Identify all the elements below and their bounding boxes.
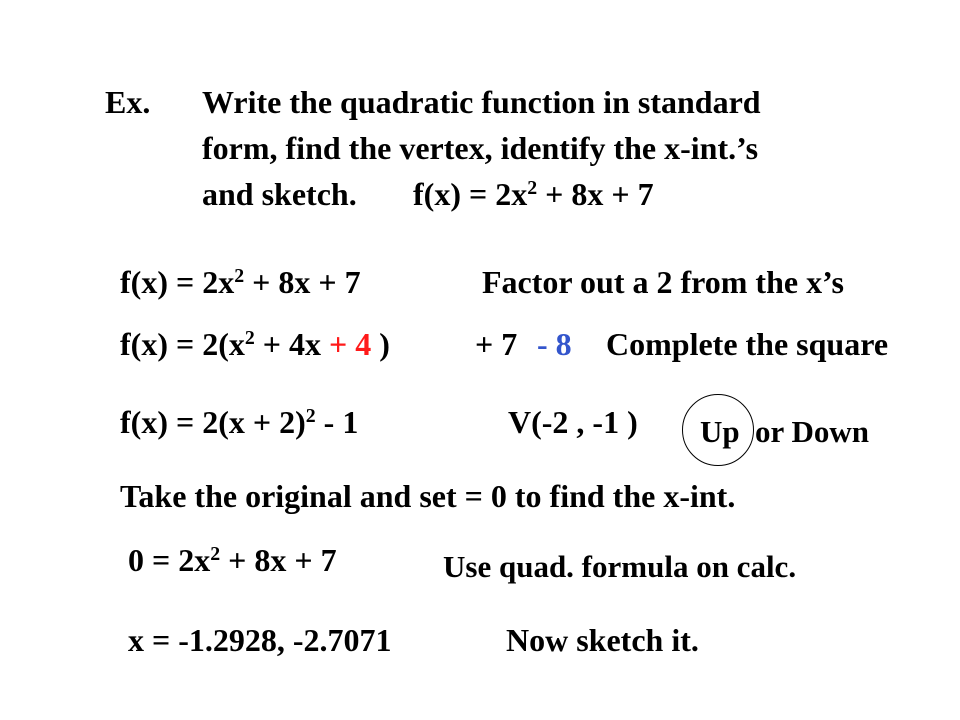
up-label: Up xyxy=(700,414,740,449)
step2-equation: $f(x) = 2(x^2 + 4x + 4$ ) xyxy=(120,326,390,362)
step5-note: Now sketch it. xyxy=(506,622,699,658)
problem-line-3: and sketch. xyxy=(202,176,357,212)
example-label: Ex. xyxy=(105,84,151,120)
step1-equation: $f(x) = 2x^2 + 8x + 7$ xyxy=(120,264,361,300)
step4-note: Use quad. formula on calc. xyxy=(443,549,797,584)
instruction-text: Take the original and set = 0 to find the x-int. xyxy=(120,478,736,514)
vertex-label: V(-2 , -1 ) xyxy=(508,404,638,440)
step2-constant: + 7 xyxy=(475,326,518,362)
problem-line-2: form, find the vertex, identify the x-int.’s xyxy=(202,130,759,166)
step4-equation: $0 = 2x^2 + 8x + 7$ xyxy=(128,542,337,578)
or-down-label: or Down xyxy=(755,414,869,449)
step1-note: Factor out a 2 from the x’s xyxy=(482,264,844,300)
solutions: x = -1.2928, -2.7071 xyxy=(128,622,392,658)
step3-equation: $f(x) = 2(x + 2)^2 - 1$ xyxy=(120,404,359,440)
added-term: + 4 xyxy=(329,326,372,362)
problem-function: $f(x) = 2x^2 + 8x + 7$ xyxy=(413,176,654,212)
problem-line-1: Write the quadratic function in standard xyxy=(202,84,761,120)
step2-note: Complete the square xyxy=(606,326,889,362)
subtracted-term: - 8 xyxy=(537,326,572,362)
